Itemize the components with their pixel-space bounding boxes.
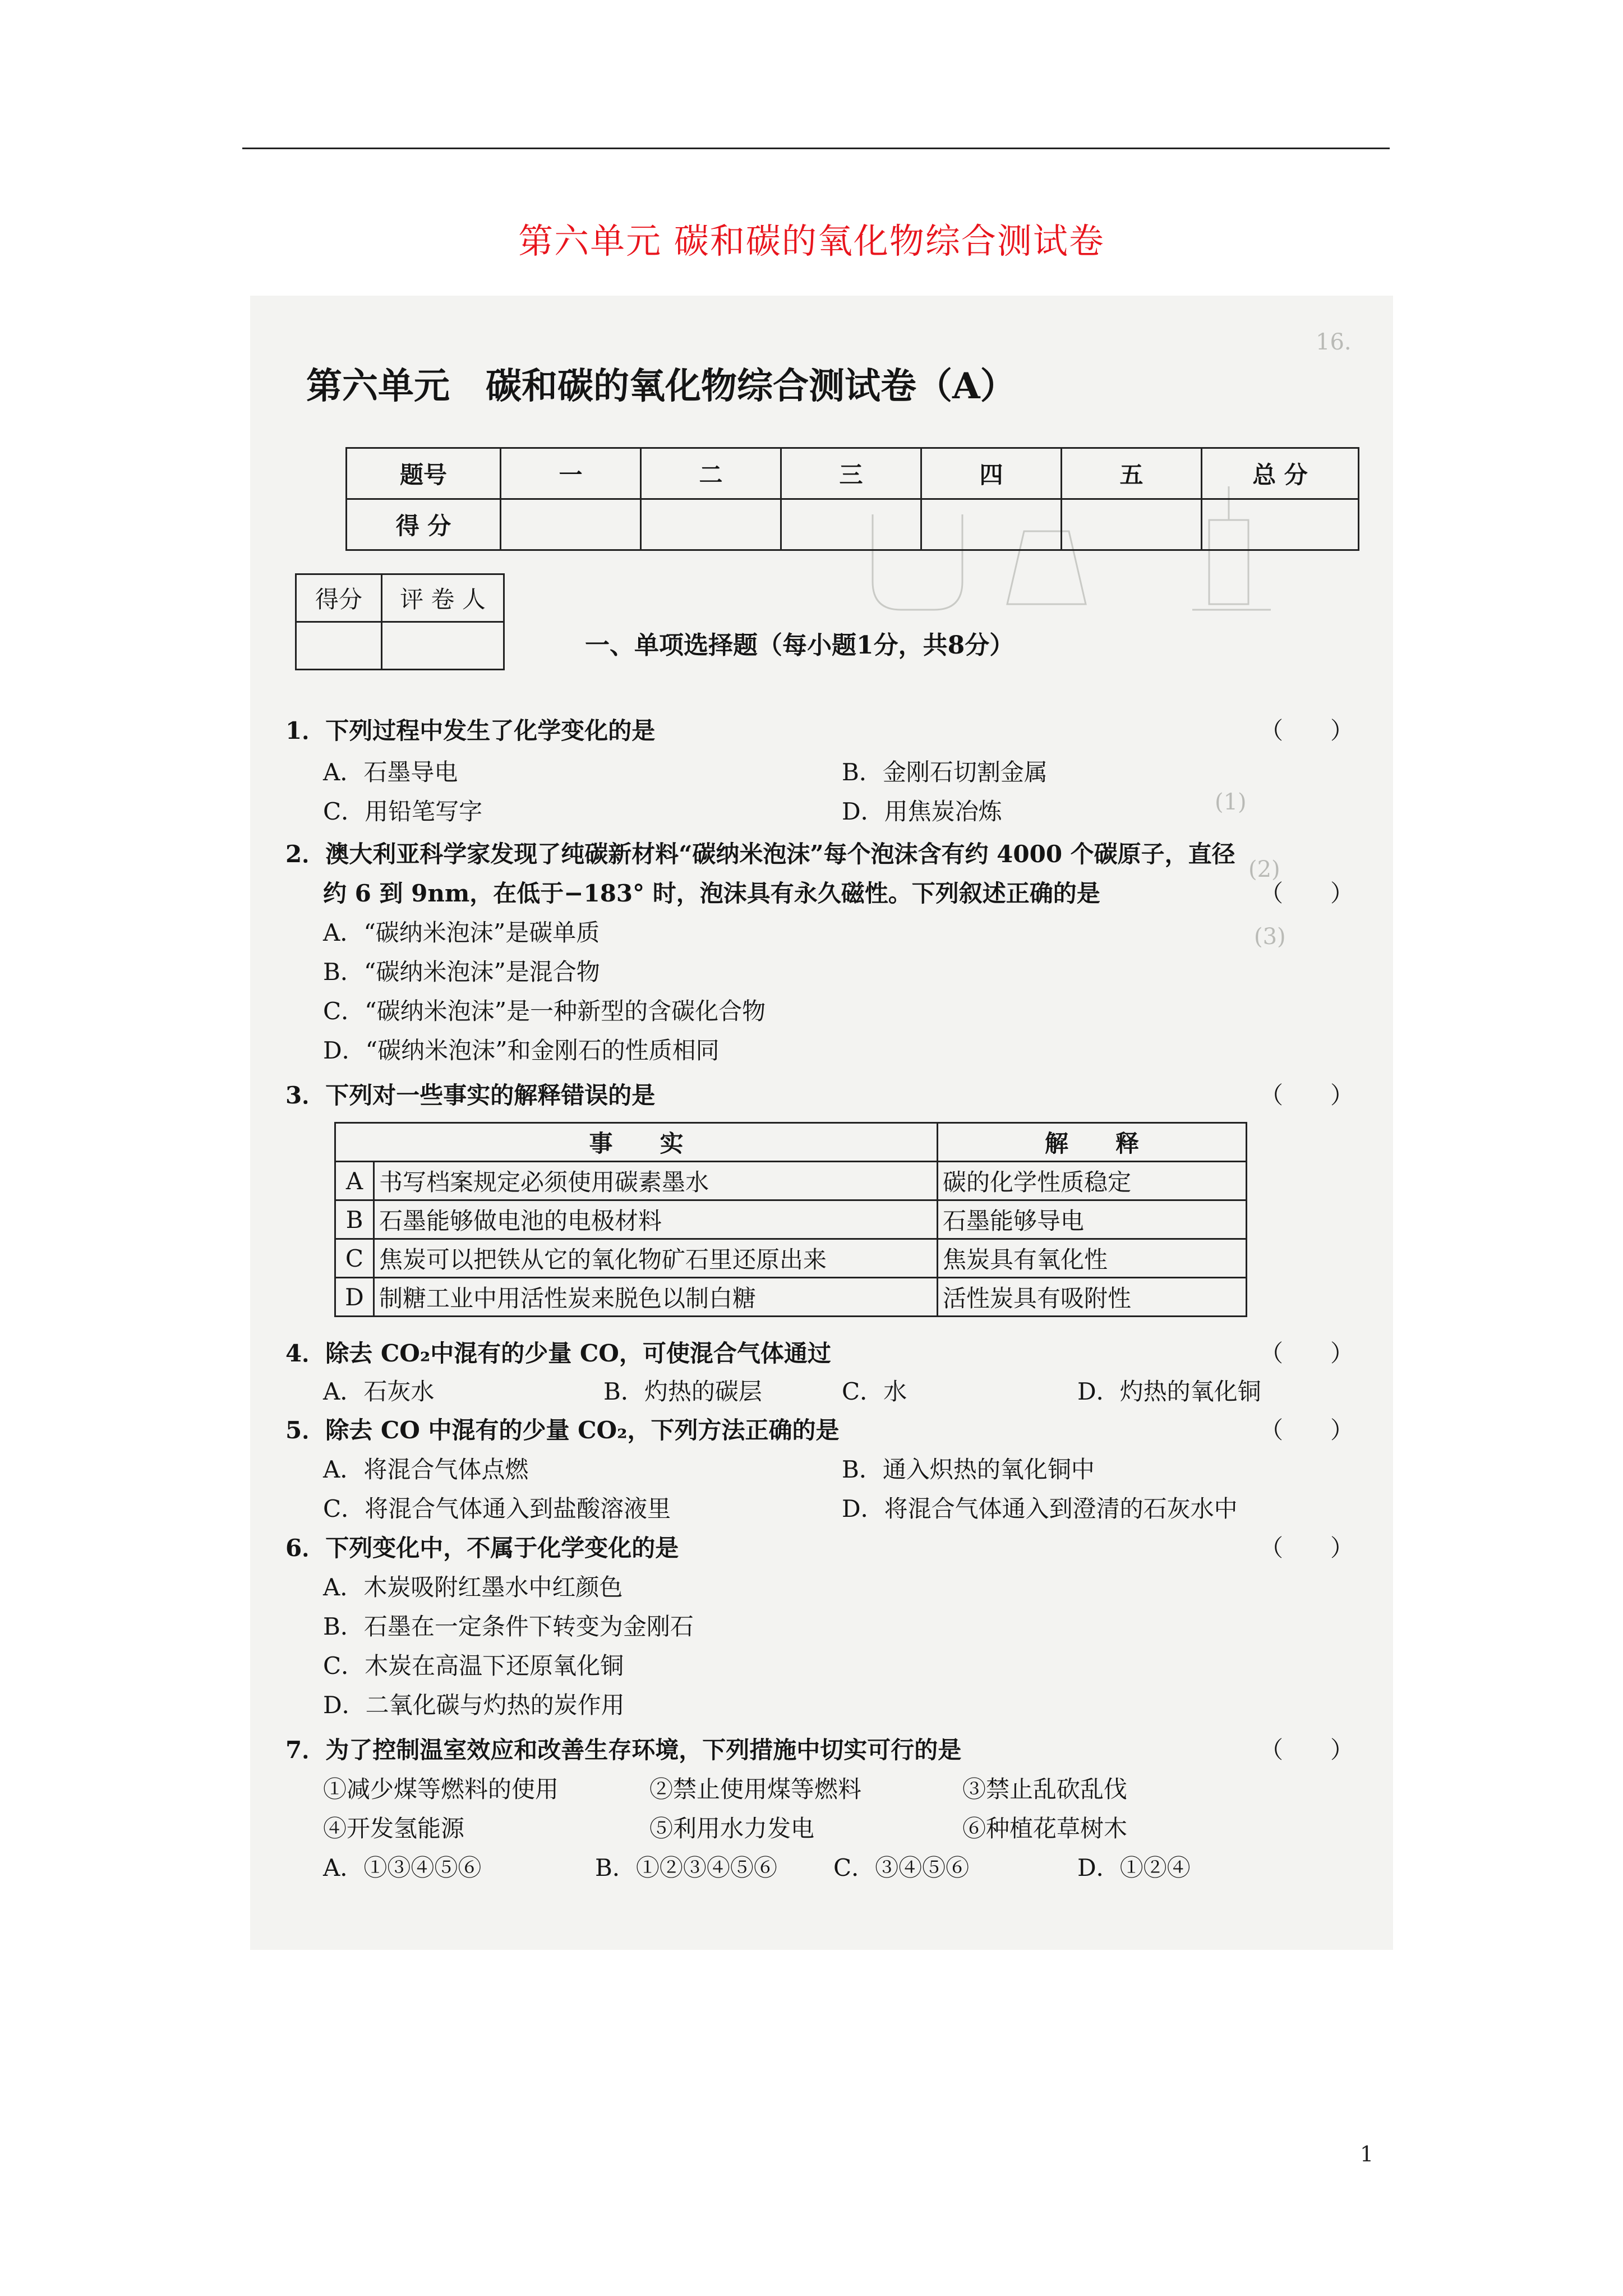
explanation-cell: 石墨能够导电 <box>938 1200 1247 1239</box>
score-cell <box>641 499 781 550</box>
bleed-through-mark: 16. <box>1316 329 1352 355</box>
row-key: A <box>335 1162 374 1200</box>
explanation-cell: 活性炭具有吸附性 <box>938 1278 1247 1317</box>
explanation-header: 解 释 <box>938 1123 1247 1162</box>
fact-cell: 焦炭可以把铁从它的氧化物矿石里还原出来 <box>374 1239 938 1278</box>
option-a: A．将混合气体点燃 <box>323 1456 529 1483</box>
score-header-cell: 四 <box>921 448 1062 499</box>
answer-blank: （ ） <box>1260 717 1354 744</box>
explanation-cell: 碳的化学性质稳定 <box>938 1162 1247 1200</box>
grader-name-label: 评 卷 人 <box>382 574 504 622</box>
question-2-stem: 2．澳大利亚科学家发现了纯碳新材料“碳纳米泡沫”每个泡沫含有约 4000 个碳原子，直径 <box>285 840 1235 868</box>
option-d: D．“碳纳米泡沫”和金刚石的性质相同 <box>323 1037 720 1064</box>
answer-blank: （ ） <box>1260 1416 1354 1444</box>
grader-name-cell <box>382 622 504 670</box>
header-rule <box>242 148 1390 149</box>
option-b: B．“碳纳米泡沫”是混合物 <box>323 958 600 986</box>
bleed-through-mark: (3) <box>1254 924 1286 950</box>
option-a: A．木炭吸附红墨水中红颜色 <box>323 1573 623 1601</box>
score-header-cell: 三 <box>781 448 921 499</box>
option-b: B．灼热的碳层 <box>603 1378 762 1405</box>
answer-blank: （ ） <box>1260 880 1354 907</box>
grader-score-label: 得分 <box>296 574 382 622</box>
measure-3: ③禁止乱砍乱伐 <box>962 1775 1128 1803</box>
answer-blank: （ ） <box>1260 1340 1354 1367</box>
option-a: A．石墨导电 <box>323 758 458 786</box>
option-c: C．③④⑤⑥ <box>833 1854 970 1881</box>
score-cell <box>501 499 641 550</box>
fact-cell: 书写档案规定必须使用碳素墨水 <box>374 1162 938 1200</box>
score-cell <box>781 499 921 550</box>
option-c: C．水 <box>842 1378 907 1405</box>
option-c: C．木炭在高温下还原氧化铜 <box>323 1652 624 1680</box>
question-3-stem: 3．下列对一些事实的解释错误的是 <box>285 1082 656 1109</box>
option-d: D．将混合气体通入到澄清的石灰水中 <box>842 1495 1238 1522</box>
measure-6: ⑥种植花草树木 <box>962 1815 1128 1842</box>
row-key: D <box>335 1278 374 1317</box>
score-header-cell: 题号 <box>347 448 501 499</box>
question-5-stem: 5．除去 CO 中混有的少量 CO₂，下列方法正确的是 <box>285 1416 840 1444</box>
row-key: B <box>335 1200 374 1239</box>
option-a: A．石灰水 <box>323 1378 435 1405</box>
option-b: B．①②③④⑤⑥ <box>595 1854 777 1881</box>
score-header-cell: 一 <box>501 448 641 499</box>
option-b: B．通入炽热的氧化铜中 <box>842 1456 1095 1483</box>
question-1-stem: 1．下列过程中发生了化学变化的是 <box>285 717 656 744</box>
fact-cell: 石墨能够做电池的电极材料 <box>374 1200 938 1239</box>
row-key: C <box>335 1239 374 1278</box>
option-a: A．“碳纳米泡沫”是碳单质 <box>323 919 600 946</box>
option-c: C．用铅笔写字 <box>323 798 483 825</box>
score-table <box>345 447 1359 551</box>
explanation-cell: 焦炭具有氧化性 <box>938 1239 1247 1278</box>
measure-4: ④开发氢能源 <box>323 1815 465 1842</box>
page-number: 1 <box>1360 2142 1374 2166</box>
score-header-cell: 总 分 <box>1202 448 1359 499</box>
option-d: D．灼热的氧化铜 <box>1077 1378 1261 1405</box>
score-cell <box>921 499 1062 550</box>
grader-table <box>295 573 505 670</box>
score-cell <box>1062 499 1202 550</box>
answer-blank: （ ） <box>1260 1082 1354 1109</box>
score-header-cell: 五 <box>1062 448 1202 499</box>
document-title: 第六单元 碳和碳的氧化物综合测试卷 <box>518 220 1105 261</box>
section-title: 一、单项选择题（每小题1分，共8分） <box>585 631 1015 660</box>
answer-blank: （ ） <box>1260 1534 1354 1562</box>
score-cell <box>1202 499 1359 550</box>
option-d: D．二氧化碳与灼热的炭作用 <box>323 1691 625 1719</box>
question-4-stem: 4．除去 CO₂中混有的少量 CO，可使混合气体通过 <box>285 1340 831 1367</box>
measure-2: ②禁止使用煤等燃料 <box>649 1775 862 1803</box>
question-7-stem: 7．为了控制温室效应和改善生存环境，下列措施中切实可行的是 <box>285 1736 962 1764</box>
question-6-stem: 6．下列变化中，不属于化学变化的是 <box>285 1534 679 1562</box>
option-a: A．①③④⑤⑥ <box>323 1854 482 1881</box>
facts-table <box>334 1122 1247 1317</box>
fact-cell: 制糖工业中用活性炭来脱色以制白糖 <box>374 1278 938 1317</box>
scanned-exam-page <box>250 296 1393 1950</box>
bleed-through-mark: (1) <box>1215 789 1247 815</box>
bleed-through-mark: (2) <box>1248 857 1280 882</box>
answer-blank: （ ） <box>1260 1736 1354 1764</box>
option-c: C．“碳纳米泡沫”是一种新型的含碳化合物 <box>323 997 766 1025</box>
option-c: C．将混合气体通入到盐酸溶液里 <box>323 1495 671 1522</box>
question-2-stem-cont: 约 6 到 9nm，在低于−183° 时，泡沫具有永久磁性。下列叙述正确的是 <box>323 880 1100 907</box>
measure-1: ①减少煤等燃料的使用 <box>323 1775 559 1803</box>
option-b: B．金刚石切割金属 <box>842 758 1048 786</box>
option-d: D．①②④ <box>1077 1854 1191 1881</box>
score-row-label: 得 分 <box>347 499 501 550</box>
option-d: D．用焦炭冶炼 <box>842 798 1002 825</box>
grader-score-cell <box>296 622 382 670</box>
score-header-cell: 二 <box>641 448 781 499</box>
exam-title: 第六单元 碳和碳的氧化物综合测试卷（A） <box>306 365 1016 407</box>
measure-5: ⑤利用水力发电 <box>649 1815 815 1842</box>
option-b: B．石墨在一定条件下转变为金刚石 <box>323 1613 694 1640</box>
facts-header: 事 实 <box>335 1123 938 1162</box>
